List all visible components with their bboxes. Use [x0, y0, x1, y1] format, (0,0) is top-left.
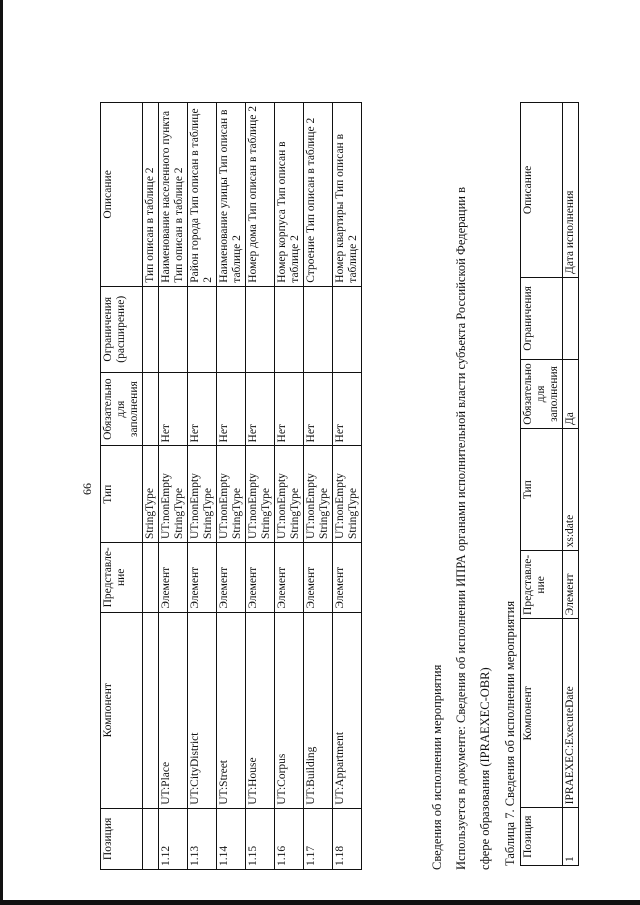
- table-cell: IPRAEXEC:ExecuteDate: [563, 619, 579, 808]
- table-cell: Элемент: [217, 542, 246, 612]
- table-cell: Дата исполнения: [563, 103, 579, 278]
- table-cell: [563, 277, 579, 359]
- table-cell: Нет: [188, 372, 217, 446]
- table-cell: Наименование улицы Тип описан в таблице 2: [217, 103, 246, 287]
- table-cell: [143, 542, 159, 612]
- paragraph: Используется в документе: Сведения об исполнении ИПРА органами исполнительной власти субъекта Российской Федерации в: [454, 186, 468, 870]
- page-number: 66: [80, 483, 94, 495]
- table-cell: UT:Corpus: [275, 612, 304, 808]
- table-cell: xs:date: [563, 429, 579, 551]
- table-cell: Нет: [217, 372, 246, 446]
- table-cell: [159, 286, 188, 372]
- table-cell: Нет: [159, 372, 188, 446]
- table-cell: [304, 286, 333, 372]
- table-cell: Да: [563, 359, 579, 428]
- header-cell: Обязательно для заполнения: [101, 372, 143, 446]
- scan-edge: [0, 900, 640, 905]
- table-cell: [333, 286, 362, 372]
- table-cell: Элемент: [275, 542, 304, 612]
- table-cell: Элемент: [333, 542, 362, 612]
- table-cell: StringType: [143, 446, 159, 542]
- table-cell: UT:House: [246, 612, 275, 808]
- table-cell: Наименование населенного пункта Тип описан в таблице 2: [159, 103, 188, 287]
- scan-edge: [0, 0, 3, 905]
- table-cell: Элемент: [159, 542, 188, 612]
- table-row: [246, 103, 275, 870]
- table-row: [188, 103, 217, 870]
- header-cell: Ограничения: [521, 277, 563, 359]
- table-cell: Элемент: [304, 542, 333, 612]
- table-cell: UT:Street: [217, 612, 246, 808]
- table-cell: 1.14: [217, 808, 246, 869]
- table-cell: [188, 286, 217, 372]
- table-cell: 1.15: [246, 808, 275, 869]
- header-cell: Представле-ние: [521, 551, 563, 619]
- table-cell: 1.18: [333, 808, 362, 869]
- table-cell: [275, 286, 304, 372]
- table-cell: UT:Appartment: [333, 612, 362, 808]
- table-cell: UT:CityDistrict: [188, 612, 217, 808]
- table-cell: UT:nonEmpty StringType: [159, 446, 188, 542]
- table-row: [304, 103, 333, 870]
- table-cell: Нет: [304, 372, 333, 446]
- header-cell: Позиция: [101, 808, 143, 869]
- table-cell: Тип описан в таблице 2: [143, 103, 159, 287]
- table-cell: Элемент: [246, 542, 275, 612]
- table-row: [217, 103, 246, 870]
- table-cell: 1.17: [304, 808, 333, 869]
- header-cell: Представле-ние: [101, 542, 143, 612]
- table-cell: [246, 286, 275, 372]
- table-header-row: [521, 103, 563, 866]
- table-7: [520, 102, 579, 866]
- table-cell: Элемент: [563, 551, 579, 619]
- table-cell: 1: [563, 808, 579, 866]
- table-cell: [217, 286, 246, 372]
- rotated-page: [80, 90, 640, 880]
- header-cell: Описание: [101, 103, 143, 287]
- table-cell: UT:nonEmpty StringType: [275, 446, 304, 542]
- table-row: [275, 103, 304, 870]
- table-cell: Нет: [275, 372, 304, 446]
- table-cell: Номер дома Тип описан в таблице 2: [246, 103, 275, 287]
- table-cell: Строение Тип описан в таблице 2: [304, 103, 333, 287]
- table-cell: UT:nonEmpty StringType: [217, 446, 246, 542]
- table-cell: [143, 808, 159, 869]
- table-cell: Район города Тип описан в таблице 2: [188, 103, 217, 287]
- table-cell: [143, 286, 159, 372]
- header-cell: Описание: [521, 103, 563, 278]
- header-cell: Тип: [521, 429, 563, 551]
- paragraph: сфере образования (IPRAEXEC-OBR): [478, 667, 492, 870]
- header-cell: Позиция: [521, 808, 563, 866]
- header-cell: Компонент: [101, 612, 143, 808]
- table-header-row: [101, 103, 143, 870]
- table-cell: UT:nonEmpty StringType: [188, 446, 217, 542]
- table-cell: Нет: [333, 372, 362, 446]
- table-6: [100, 102, 362, 870]
- table-row: [563, 103, 579, 866]
- table-cell: UT:nonEmpty StringType: [333, 446, 362, 542]
- table-cell: Номер квартиры Тип описан в таблице 2: [333, 103, 362, 287]
- header-cell: Обязательно для заполнения: [521, 359, 563, 428]
- table-cell: UT:nonEmpty StringType: [246, 446, 275, 542]
- table-cell: UT:nonEmpty StringType: [304, 446, 333, 542]
- header-cell: Компонент: [521, 619, 563, 808]
- table-cell: Номер корпуса Тип описан в таблице 2: [275, 103, 304, 287]
- table-cell: UT:Place: [159, 612, 188, 808]
- table-row: [333, 103, 362, 870]
- table-cell: [143, 372, 159, 446]
- table-cell: [143, 612, 159, 808]
- header-cell: Тип: [101, 446, 143, 542]
- table-cell: 1.13: [188, 808, 217, 869]
- table-caption: Таблица 7. Сведения об исполнении мероприятия: [503, 600, 517, 866]
- header-cell: Ограничения (расширение): [101, 286, 143, 372]
- section-title: Сведения об исполнении мероприятия: [430, 664, 444, 870]
- table-cell: 1.12: [159, 808, 188, 869]
- table-cell: UT:Building: [304, 612, 333, 808]
- table-cell: Элемент: [188, 542, 217, 612]
- table-cell: Нет: [246, 372, 275, 446]
- table-row: [159, 103, 188, 870]
- table-row: [143, 103, 159, 870]
- table-cell: 1.16: [275, 808, 304, 869]
